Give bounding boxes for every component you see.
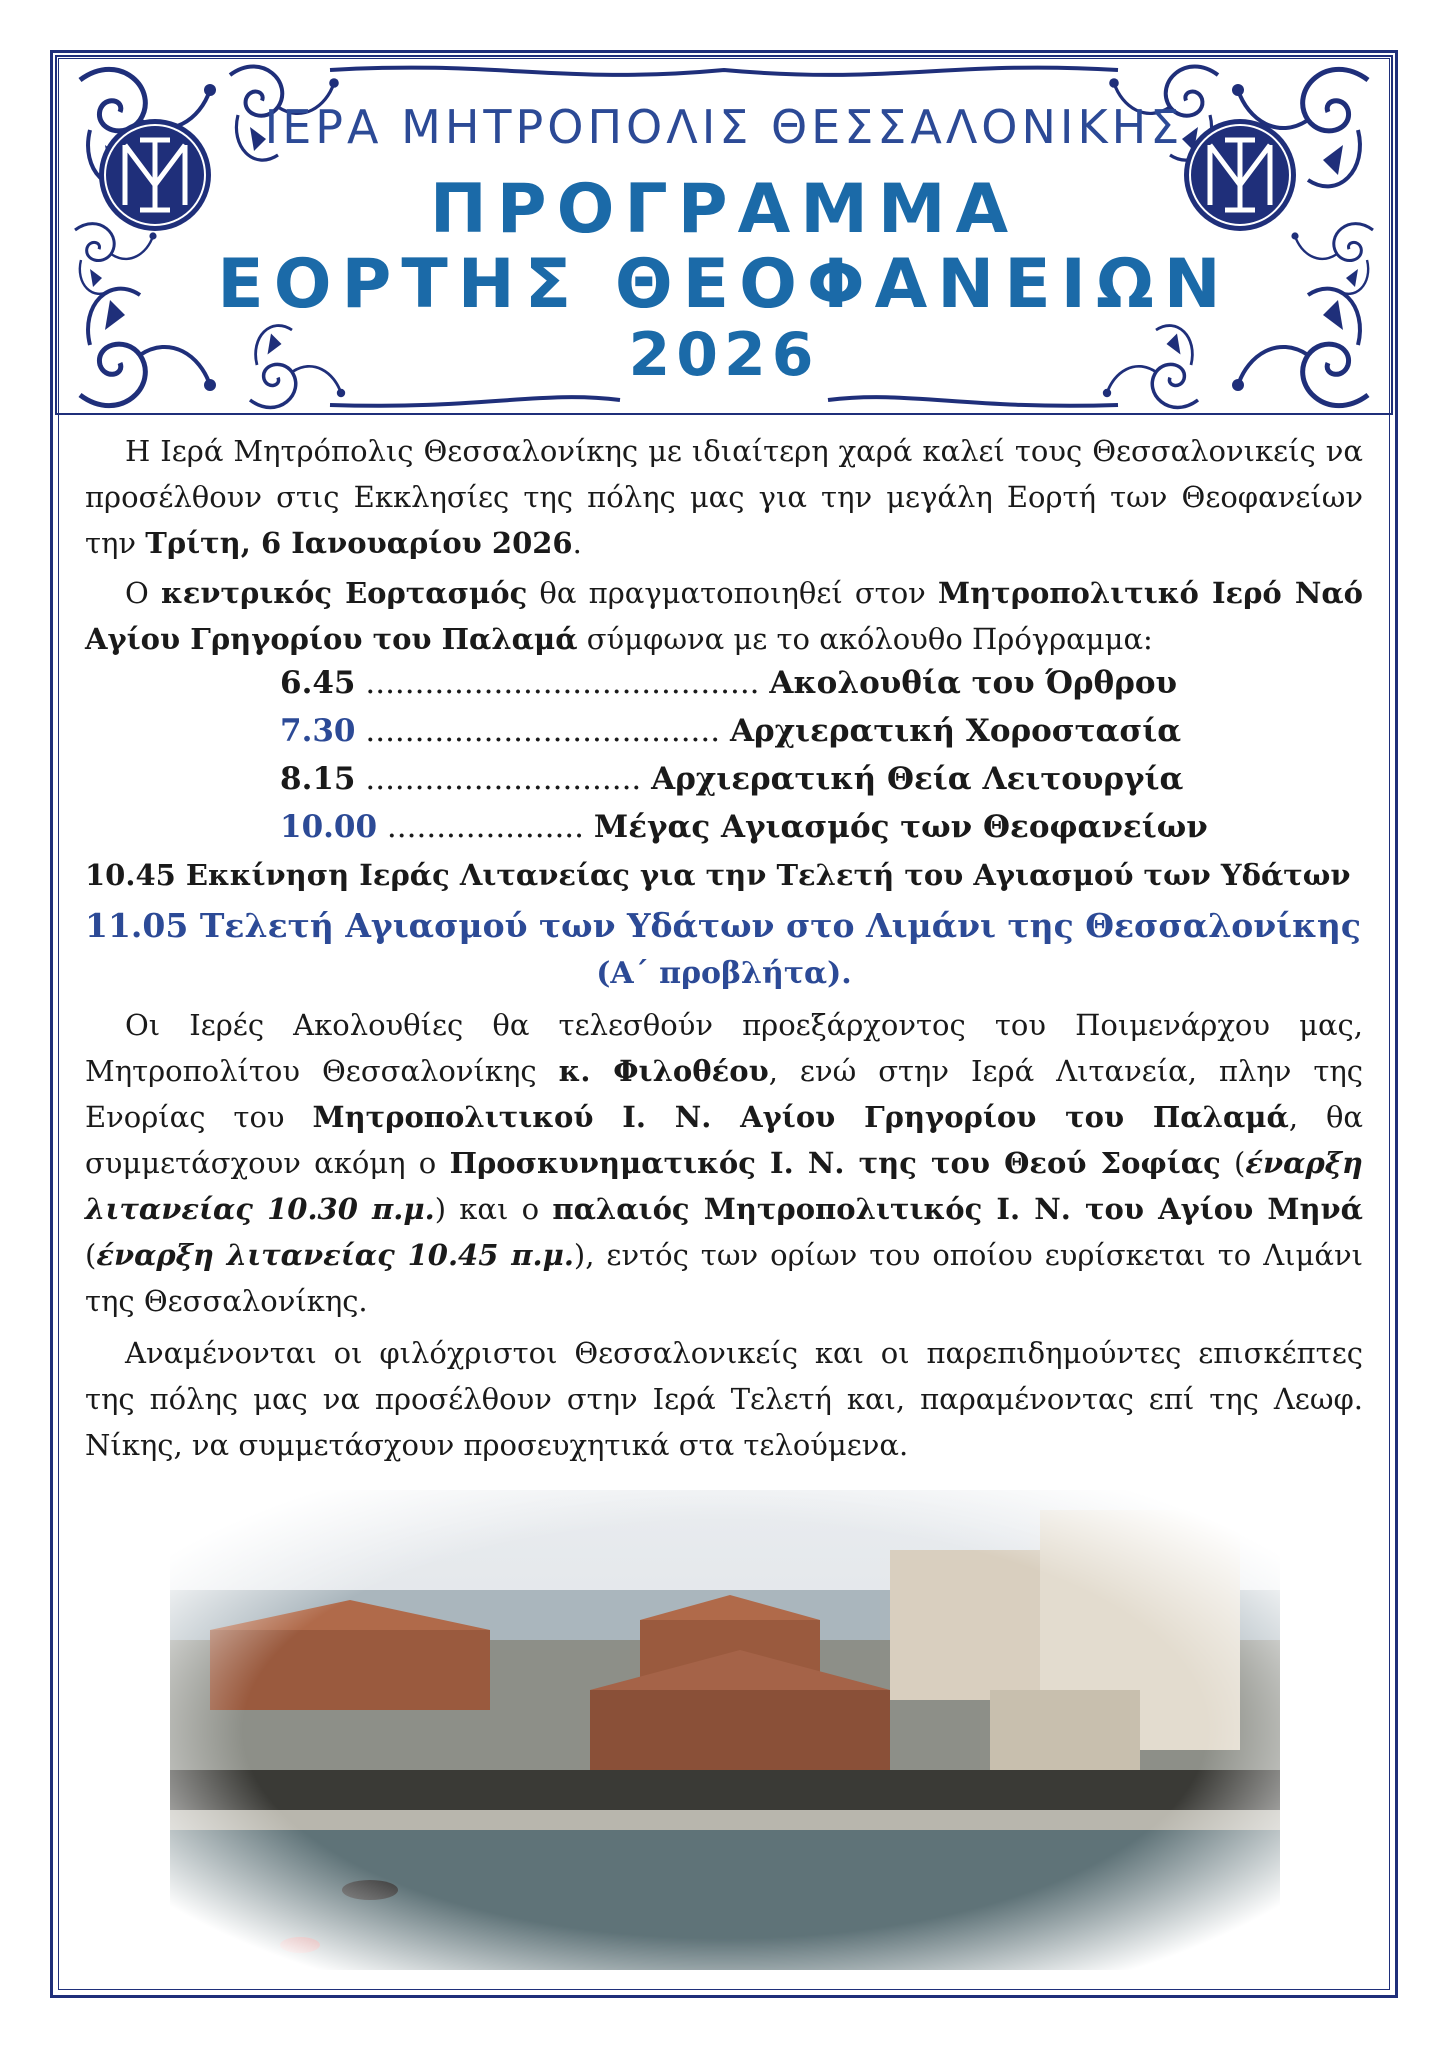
schedule-dots: ........................................ xyxy=(355,665,770,701)
text-span: , ενώ στην Ιερά Λιτανεία, πλην της Ενορίας του xyxy=(85,1054,1364,1134)
intro-paragraph xyxy=(85,428,1363,566)
metropolis-title: ΙΕΡΑ ΜΗΤΡΟΠΟΛΙΣ ΘΕΣΣΑΛΟΝΙΚΗΣ xyxy=(264,100,1184,154)
schedule-item xyxy=(280,809,1208,845)
feast-title: ΕΟΡΤΗΣ ΘΕΟΦΑΝΕΙΩΝ xyxy=(217,245,1231,324)
intro-text: Η Ιερά Μητρόπολις Θεσσαλονίκης με ιδιαίτερη χαρά καλεί τους Θεσσαλονικείς να προσέλθουν στις Εκκλησίες της πόλης μας για την μεγάλη Εορτή των Θεοφανείων την xyxy=(85,434,1363,560)
closing-paragraph: Αναμένονται οι φιλόχριστοι Θεσσαλονικείς και οι παρεπιδημούντες επισκέπτες της πόλης μας να προσέλθουν στην Ιερά Τελετή και, παραμένοντας επί της Λεωφ. Νίκης, να συμμετάσχουν προσευχητικά στα τελούμενα. xyxy=(85,1336,1363,1462)
schedule-event: Αρχιερατική Θεία Λειτουργία xyxy=(651,761,1184,797)
harbor-photo xyxy=(170,1490,1280,1970)
text-bold: Μητροπολιτικού Ι. Ν. Αγίου Γρηγορίου του Παλαμά xyxy=(312,1100,1289,1134)
schedule-event: Αρχιερατική Χοροστασία xyxy=(729,713,1182,749)
bishop-name: κ. Φιλοθέου xyxy=(558,1054,769,1088)
text-span: ( xyxy=(1220,1146,1246,1180)
services-paragraph xyxy=(85,1002,1363,1324)
schedule-item xyxy=(280,713,1181,749)
schedule-dots: .................... xyxy=(377,809,594,845)
schedule-time: 10.00 xyxy=(280,809,378,845)
litany-start-time: έναρξη λιτανείας 10.45 π.μ. xyxy=(96,1238,574,1272)
text-bold: Προσκυνηματικός Ι. Ν. της του Θεού Σοφίας xyxy=(449,1146,1221,1180)
schedule-time: 6.45 xyxy=(280,665,356,701)
services-section xyxy=(85,1002,1363,1468)
text-span: Οι Ιερές Ακολουθίες θα τελεσθούν προεξάρχοντος του Ποιμενάρχου μας, Μητροπολίτου Θεσσαλονίκης xyxy=(85,1008,1363,1088)
intro-end: . xyxy=(572,526,582,560)
schedule-time: 7.30 xyxy=(280,713,356,749)
text-span: Ο xyxy=(125,576,161,610)
schedule-event: Ακολουθία του Όρθρου xyxy=(769,665,1178,701)
litany-line: 10.45 Εκκίνηση Ιεράς Λιτανείας για την Τελετή του Αγιασμού των Υδάτων xyxy=(85,858,1351,892)
schedule-time: 8.15 xyxy=(280,761,356,797)
ceremony-line: 11.05 Τελετή Αγιασμού των Υδάτων στο Λιμάνι της Θεσσαλονίκης xyxy=(85,906,1361,945)
text-span: ) και ο xyxy=(434,1192,553,1226)
text-span: ), εντός των ορίων του οποίου ευρίσκεται το Λιμάνι της Θεσσαλονίκης. xyxy=(85,1238,1363,1318)
schedule-dots: .................................... xyxy=(355,713,730,749)
schedule-item xyxy=(280,665,1177,701)
text-span: ( xyxy=(85,1238,97,1272)
event-date: Τρίτη, 6 Ιανουαρίου 2026 xyxy=(145,526,573,560)
text-span: θα πραγματοποιηθεί στον xyxy=(527,576,938,610)
schedule-item xyxy=(280,761,1183,797)
text-bold: κεντρικός Εορτασμός xyxy=(160,576,528,610)
text-span: σύμφωνα με το ακόλουθο Πρόγραμμα: xyxy=(577,622,1153,656)
schedule-dots: ............................ xyxy=(355,761,652,797)
year-title: 2026 xyxy=(628,320,820,390)
cathedral-name: Μητροπολιτικό Ιερό Ναό Αγίου Γρηγορίου του Παλαμά xyxy=(85,576,1363,656)
schedule-event: Μέγας Αγιασμός των Θεοφανείων xyxy=(593,809,1208,845)
litany-start-time: έναρξη λιτανείας 10.30 π.μ. xyxy=(85,1146,1363,1226)
intro-section xyxy=(85,428,1363,662)
central-celebration-paragraph xyxy=(85,570,1363,662)
text-span: , θα συμμετάσχουν ακόμη ο xyxy=(85,1100,1363,1180)
program-title: ΠΡΟΓΡΑΜΜΑ xyxy=(429,170,1019,249)
ceremony-location: (Α΄ προβλήτα). xyxy=(596,956,852,991)
text-bold: παλαιός Μητροπολιτικός Ι. Ν. του Αγίου Μηνά xyxy=(552,1192,1363,1226)
